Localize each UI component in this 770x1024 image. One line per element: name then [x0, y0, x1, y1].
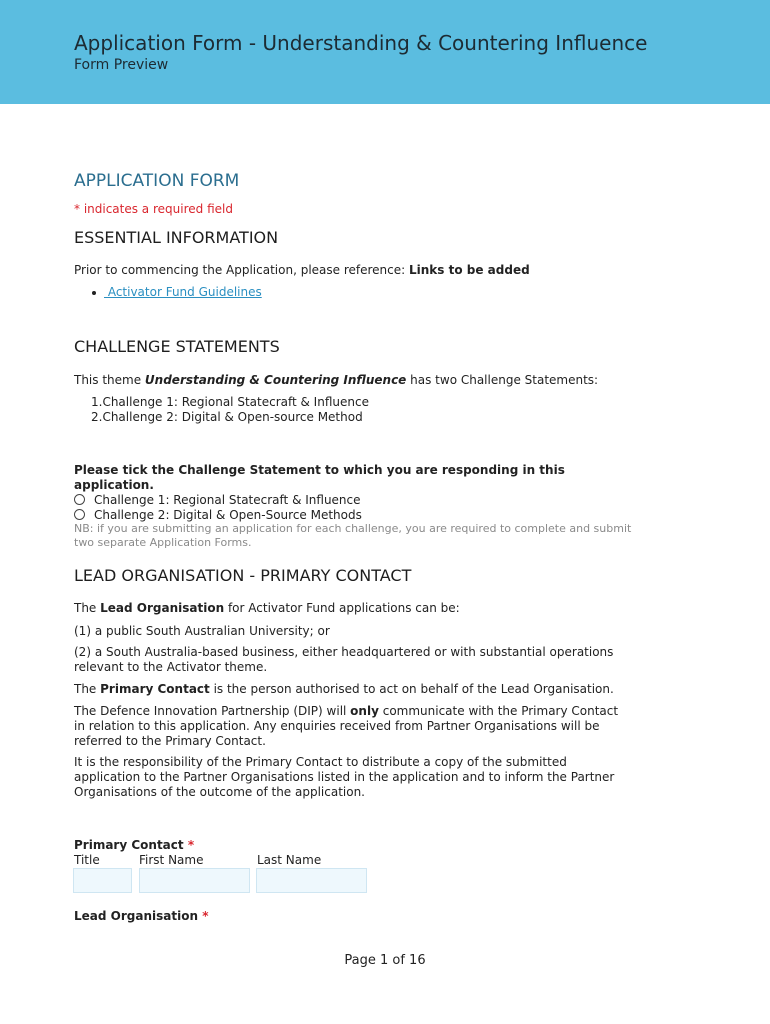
page-header [0, 0, 770, 104]
challenge-option-2[interactable] [74, 508, 362, 523]
challenge-option-label: Challenge 2: Digital & Open-Source Methods [94, 508, 362, 522]
primary-contact-definition [74, 682, 614, 697]
primary-contact-label-text: Primary Contact [74, 838, 184, 852]
first-name-input[interactable] [139, 868, 250, 893]
nb-note: NB: if you are submitting an application for each challenge, you are required to complete and submit [74, 522, 632, 535]
challenge-heading: CHALLENGE STATEMENTS [74, 337, 280, 356]
lead-p4-post: is the person authorised to act on behalf of the Lead Organisation. [209, 682, 614, 696]
lead-option-business: (2) a South Australia-based business, either headquartered or with substantial operations [74, 645, 614, 659]
essential-intro-bold: Links to be added [409, 263, 530, 277]
radio-button[interactable] [74, 509, 85, 520]
lead-p1-bold: Lead Organisation [100, 601, 225, 615]
page-number: Page 1 of 16 [344, 953, 426, 968]
lead-p5-pre: The Defence Innovation Partnership (DIP) will [74, 704, 351, 718]
page-title: Application Form - Understanding & Countering Influence [74, 31, 648, 55]
title-input[interactable] [73, 868, 132, 893]
form-heading: APPLICATION FORM [74, 171, 240, 191]
responsibility-paragraph-cont: application to the Partner Organisations listed in the application and to inform the Partner [74, 770, 615, 784]
last-name-input[interactable] [256, 868, 367, 893]
guidelines-list-item [92, 285, 262, 300]
dip-paragraph-cont: in relation to this application. Any enquiries received from Partner Organisations will be [74, 719, 600, 733]
page-subtitle: Form Preview [74, 57, 169, 73]
bullet-icon [92, 291, 96, 295]
essential-intro-text: Prior to commencing the Application, please reference: [74, 263, 409, 277]
challenge-option-1[interactable] [74, 493, 361, 508]
title-label: Title [74, 853, 100, 867]
lead-p5-bold: only [350, 704, 379, 718]
challenge-list-item: 2.Challenge 2: Digital & Open-source Method [91, 410, 363, 424]
challenge-intro-pre: This theme [74, 373, 145, 387]
lead-p1-pre: The [74, 601, 101, 615]
challenge-intro-post: has two Challenge Statements: [406, 373, 599, 387]
first-name-label: First Name [139, 853, 204, 867]
lead-option-business-cont: relevant to the Activator theme. [74, 660, 268, 674]
lead-organisation-label [74, 909, 208, 924]
required-mark: * [187, 838, 195, 852]
guidelines-link[interactable]: Activator Fund Guidelines [104, 285, 262, 299]
essential-heading: ESSENTIAL INFORMATION [74, 228, 279, 247]
last-name-label: Last Name [257, 853, 322, 867]
tick-prompt-cont: application. [74, 478, 154, 492]
lead-organisation-label-text: Lead Organisation [74, 909, 198, 923]
lead-heading: LEAD ORGANISATION - PRIMARY CONTACT [74, 566, 412, 585]
dip-paragraph-cont: referred to the Primary Contact. [74, 734, 266, 748]
dip-paragraph [74, 704, 618, 719]
challenge-list-item: 1.Challenge 1: Regional Statecraft & Influence [91, 395, 369, 409]
essential-intro [74, 263, 530, 278]
tick-prompt: Please tick the Challenge Statement to which you are responding in this [74, 463, 565, 477]
required-note: * indicates a required field [74, 202, 233, 216]
lead-p4-pre: The [74, 682, 101, 696]
nb-note-cont: two separate Application Forms. [74, 536, 252, 549]
required-mark: * [202, 909, 209, 923]
lead-paragraph [74, 601, 460, 616]
lead-p4-bold: Primary Contact [100, 682, 210, 696]
lead-option-university: (1) a public South Australian University; or [74, 624, 330, 638]
radio-button[interactable] [74, 494, 85, 505]
responsibility-paragraph-cont: Organisations of the outcome of the application. [74, 785, 365, 799]
challenge-intro [74, 373, 598, 388]
challenge-option-label: Challenge 1: Regional Statecraft & Influence [94, 493, 361, 507]
lead-p5-post: communicate with the Primary Contact [378, 704, 619, 718]
responsibility-paragraph: It is the responsibility of the Primary Contact to distribute a copy of the submitted [74, 755, 567, 769]
lead-p1-post: for Activator Fund applications can be: [224, 601, 460, 615]
challenge-intro-theme: Understanding & Countering Influence [144, 373, 407, 387]
primary-contact-label [74, 838, 194, 853]
